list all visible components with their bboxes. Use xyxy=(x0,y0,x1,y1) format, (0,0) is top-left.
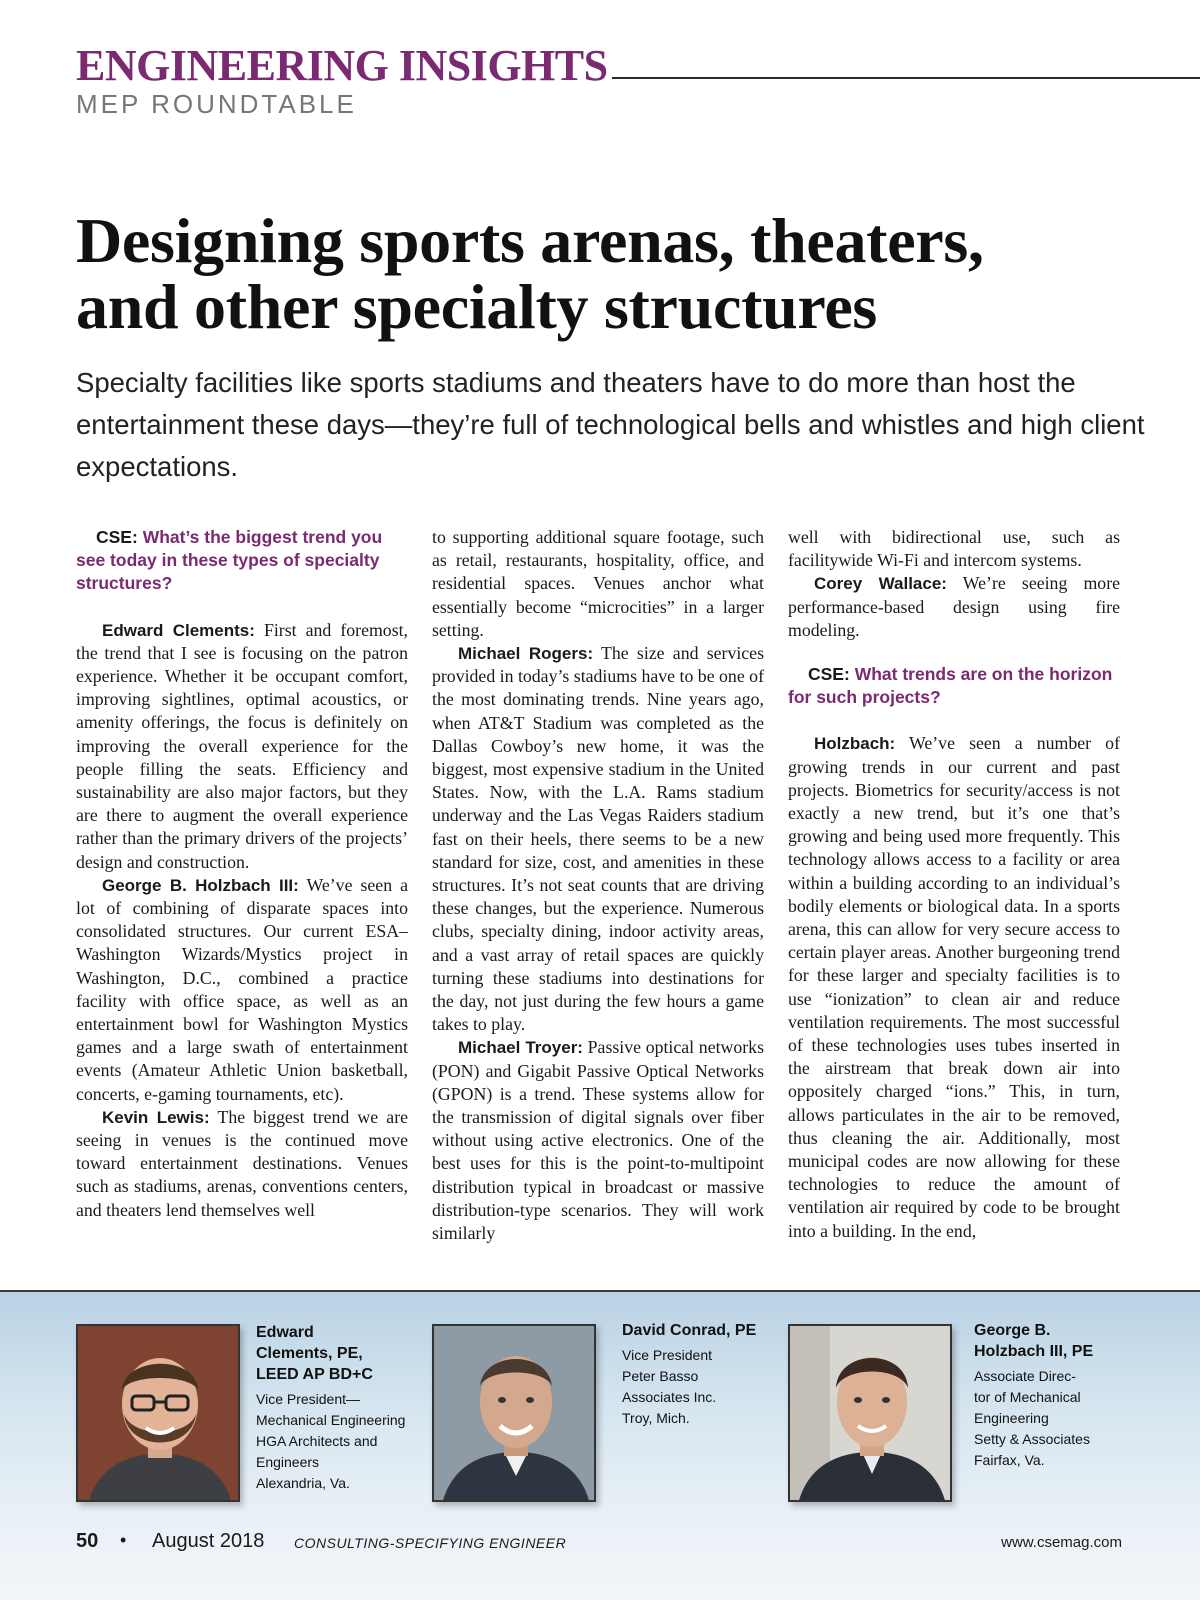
answer-paragraph xyxy=(432,642,764,1036)
page-number: 50 xyxy=(76,1530,99,1552)
bio-detail-line: Associate Direc- xyxy=(974,1368,1076,1384)
section-title: ENGINEERING INSIGHTS xyxy=(76,44,612,88)
answer-paragraph xyxy=(76,1106,408,1222)
answer-text: We’ve seen a number of growing trends in our current and past projects. Biometrics for security/access is not exactly a new trend, but it’s one that’s growing and being used more frequently. This technology allows access to a facility or area within a building according to an individual’s bodily elements or biological data. In a sports arena, this can allow for very secure access to certain player areas. Another burgeoning trend for these larger and specialty facilities is to use “ionization” to clean air and reduce ventilation requirements. The most successful of these technologies uses tubes inserted in the airstream that break down air into oppositely charged “ions.” This, in turn, allows particulates in the air to be removed, thus cleaning the air. Additionally, most municipal codes are now allowing for these technologies to reduce the amount of ventilation air required by code to be brought into a building. In the end, xyxy=(788,733,1120,1241)
bio-name-line: George B. xyxy=(974,1322,1051,1339)
answer-continuation: well with bidirectional use, such as facilitywide Wi-Fi and intercom systems. xyxy=(788,527,1120,571)
section-header xyxy=(76,41,1200,119)
bio-name-line: David Conrad, PE xyxy=(622,1322,757,1339)
bio-detail-line: HGA Architects and xyxy=(256,1433,378,1449)
speaker-name: Corey Wallace: xyxy=(814,574,947,594)
spacer xyxy=(788,642,1120,663)
portrait-illustration xyxy=(790,1326,952,1502)
speaker-name: George B. Holzbach III: xyxy=(102,875,299,895)
bio-name-line: Edward xyxy=(256,1324,314,1341)
bio-detail-line: Setty & Associates xyxy=(974,1431,1090,1447)
column-1 xyxy=(76,526,408,1222)
bio-detail-line: Troy, Mich. xyxy=(622,1410,690,1426)
question-prefix: CSE: xyxy=(96,527,138,547)
bio-name xyxy=(256,1322,424,1385)
question-text: What trends are on the horizon for such projects? xyxy=(788,664,1113,708)
section-subtitle: MEP ROUNDTABLE xyxy=(76,89,357,119)
answer-paragraph xyxy=(788,572,1120,642)
bio-detail-line: Associates Inc. xyxy=(622,1389,717,1405)
article-body xyxy=(76,526,1122,1276)
speaker-name: Edward Clements: xyxy=(102,620,255,640)
page-footer xyxy=(76,1530,1122,1556)
speaker-name: Kevin Lewis: xyxy=(102,1107,210,1127)
portrait-illustration xyxy=(434,1326,596,1502)
answer-text: Passive optical networks (PON) and Gigabit Passive Optical Networks (GPON) is a trend. These systems allow for the transmission of digital signals over fiber without using active electronics. One of the best uses for this is the point-to-multipoint distribution typical in broadcast or massive distribution-type scenarios. They will work similarly xyxy=(432,1037,764,1244)
footer-bullet: • xyxy=(120,1530,127,1550)
speaker-name: Michael Troyer: xyxy=(458,1038,583,1058)
answer-paragraph xyxy=(76,619,408,874)
issue-date: August 2018 xyxy=(152,1530,265,1552)
headline-line-1: Designing sports arenas, theaters, xyxy=(76,205,984,276)
portrait-photo xyxy=(788,1324,952,1502)
bio-detail-line: Engineers xyxy=(256,1454,320,1470)
bio-detail-line: Vice President— xyxy=(256,1391,361,1407)
bio-text xyxy=(974,1320,1144,1471)
question-prefix: CSE: xyxy=(808,664,850,685)
bio-detail-line: Fairfax, Va. xyxy=(974,1452,1045,1468)
answer-text: We’ve seen a lot of combining of disparate spaces into consolidated structures. Our current ESA–Washington Wizards/Mystics project in Washington, D.C., combined a practice facility with office space, as well as an entertainment bowl for Washington Mystics games and a large swath of entertainment events (Amateur Athletic Union basketball, concerts, e-gaming tournaments, etc). xyxy=(76,874,408,1104)
answer-paragraph xyxy=(788,732,1120,1242)
answer-text: First and foremost, the trend that I see is focusing on the patron experience. Whether it be occupant comfort, improving sightlines, optimal acoustics, or amenity offerings, the focus is definitely on improving the overall experience for the people filling the seats. Efficiency and sustainability are also major factors, but they are there to augment the overall experience rather than the primary drivers of the projects’ design and construction. xyxy=(76,619,408,872)
bio-detail-line: Vice President xyxy=(622,1347,713,1363)
bio-name xyxy=(622,1320,790,1341)
portrait-photo xyxy=(432,1324,596,1502)
bio-detail-line: Engineering xyxy=(974,1410,1049,1426)
speaker-name: Holzbach: xyxy=(814,734,896,754)
answer-paragraph xyxy=(76,874,408,1106)
question-text: What’s the biggest trend you see today in these types of specialty structures? xyxy=(76,527,383,594)
answer-text: The size and services provided in today’s stadiums have to be one of the most dominating trends. Nine years ago, when AT&T Stadium was completed as the Dallas Cowboy’s new home, it was the biggest, most expensive stadium in the United States. Now, with the L.A. Rams stadium underway and the Las Vegas Raiders stadium fast on their heels, there seems to be a new standard for size, cost, and amenities in these structures. It’s not seat counts that are driving these changes, but the experience. Numerous clubs, specialty dining, indoor activity areas, and a vast array of retail spaces are quickly turning these stadiums into destinations for the day, not just during the few hours a game takes to play. xyxy=(432,643,764,1035)
bio-detail-line: Mechanical Engineering xyxy=(256,1412,406,1428)
answer-text: The biggest trend we are seeing in venues is the continued move toward entertainment destinations. Venues such as stadiums, arenas, conventions centers, and theaters lend themselves well xyxy=(76,1106,409,1220)
magazine-name: CONSULTING-SPECIFYING ENGINEER xyxy=(294,1535,567,1551)
answer-continuation: to supporting additional square footage, such as retail, restaurants, hospitality, office, and residential spaces. Venues anchor what essentially become “microcities” in a larger setting. xyxy=(432,527,764,640)
article-deck: Specialty facilities like sports stadiums and theaters have to do more than host the entertainment these days—they’re full of technological bells and whistles and high client expectations. xyxy=(76,367,1145,482)
bio-text xyxy=(622,1320,790,1429)
column-2 xyxy=(432,526,764,1245)
bio-name-line: Holzbach III, PE xyxy=(974,1343,1094,1360)
bio-name-line: Clements, PE, xyxy=(256,1345,363,1362)
speaker-name: Michael Rogers: xyxy=(458,644,594,664)
question-1 xyxy=(76,526,408,596)
article-headline xyxy=(76,205,1166,342)
column-3 xyxy=(788,526,1120,1243)
bio-name xyxy=(974,1320,1144,1362)
answer-text: We’re seeing more performance-based design using fire modeling. xyxy=(788,573,1121,640)
question-2 xyxy=(788,663,1120,709)
portrait-illustration xyxy=(78,1326,240,1502)
bio-detail-line: Peter Basso xyxy=(622,1368,699,1384)
bio-detail-line: Alexandria, Va. xyxy=(256,1475,350,1491)
headline-line-2: and other specialty structures xyxy=(76,271,878,342)
portrait-photo xyxy=(76,1324,240,1502)
bio-name-line: LEED AP BD+C xyxy=(256,1366,373,1383)
answer-paragraph xyxy=(432,1036,764,1245)
magazine-url: www.csemag.com xyxy=(1001,1534,1122,1551)
bio-detail-line: tor of Mechanical xyxy=(974,1389,1081,1405)
bio-text xyxy=(256,1322,424,1494)
